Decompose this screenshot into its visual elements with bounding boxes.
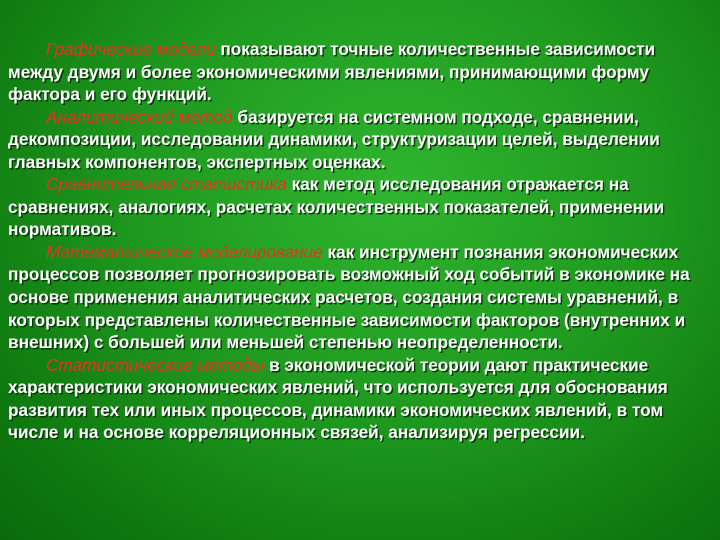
term-mathematical-modeling: Математическое моделирование bbox=[46, 241, 323, 262]
paragraph-mathematical-modeling bbox=[8, 241, 714, 354]
paragraph-statistical-methods bbox=[8, 354, 714, 444]
text-analytical-method: базируется на системном подходе, сравнении, декомпозиции, исследовании динамики, структуризации целей, выделении главных компонентов, экспертных оценках. bbox=[8, 106, 660, 172]
paragraph-graphic-models bbox=[8, 38, 714, 106]
text-statistical-methods: в экономической теории дают практические характеристики экономических явлений, что используется для обоснования развития тех или иных процессов, динамики экономических явлений, в том числе и на основе корреляционных связей, анализируя регрессии. bbox=[8, 354, 668, 443]
term-analytical-method: Аналитический метод bbox=[46, 106, 233, 127]
term-statistical-methods: Статистические методы bbox=[46, 354, 265, 375]
term-comparative-statistics: Сравнительная статистика bbox=[46, 174, 287, 195]
paragraph-comparative-statistics bbox=[8, 173, 714, 241]
text-comparative-statistics: как метод исследования отражается на сравнениях, аналогиях, расчетах количественных показателей, применении нормативов. bbox=[8, 174, 665, 240]
term-graphic-models: Графические модели bbox=[46, 39, 216, 59]
paragraph-analytical-method bbox=[8, 106, 714, 174]
text-mathematical-modeling: как инструмент познания экономических процессов позволяет прогнозировать возможный ход событий в экономике на основе применения аналитических расчетов, создания системы уравнений, в которых представлены количественные зависимости факторов (внутренних и внешних) с большей или меньшей степенью неопределенности. bbox=[8, 241, 690, 353]
slide-text-body bbox=[8, 38, 714, 444]
text-graphic-models: показывают точные количественные зависимости между двумя и более экономическими явлениями, принимающими форму фактора и его функций. bbox=[8, 39, 656, 105]
